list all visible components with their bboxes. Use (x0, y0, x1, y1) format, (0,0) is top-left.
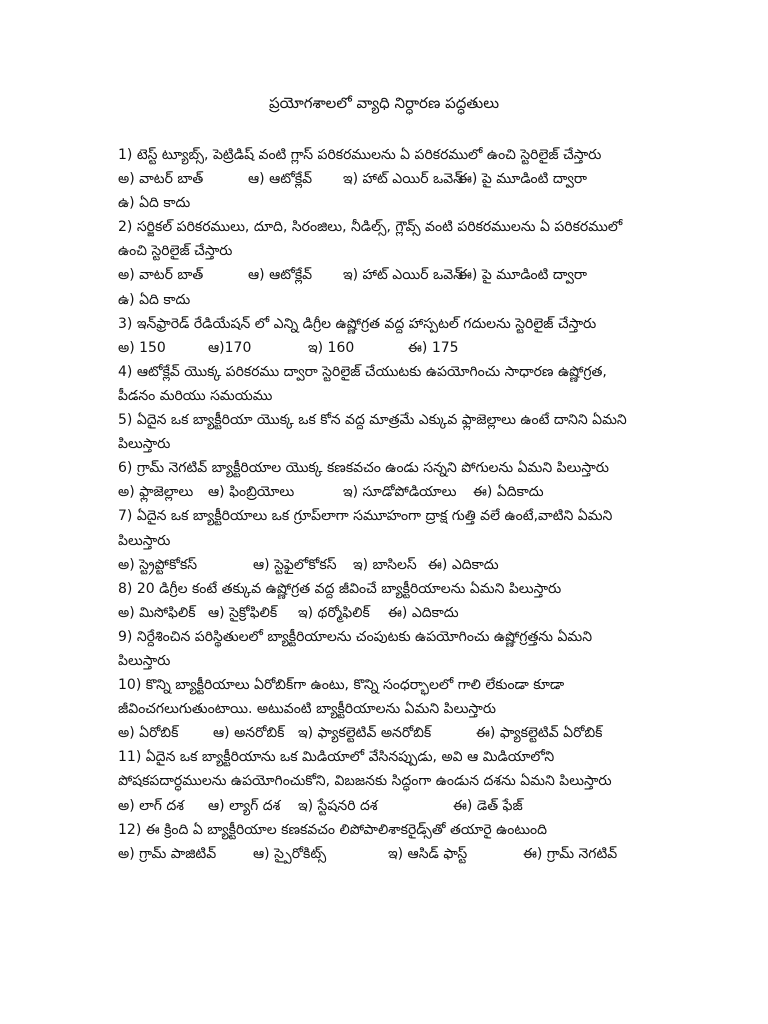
text-line: 7) ఏదైన ఒక బ్యాక్టీరియాలు ఒక గ్రూప్‌లాగా సమూహంగా ద్రాక్ష గుత్తి వలే ఉంటే,వాటిని ఏమని (118, 508, 613, 525)
answer-option: అ) స్ట్రెప్టోకోకస్ (118, 556, 198, 573)
answer-option: ఈ) ఫ్యాకల్టెటివ్ ఏరోబిక్ (476, 725, 603, 742)
text-line: 11) ఏదైన ఒక బ్యాక్టీరియాను ఒక మిడియాలో వేసినప్పుడు, అవి ఆ మిడియాలోని (118, 749, 555, 766)
answer-option: ఇ) థర్మోఫిలిక్ (298, 604, 370, 621)
options-row (118, 263, 648, 287)
answer-option: అ) ఫ్లాజెల్లాలు (118, 484, 194, 501)
answer-option: అ) మిసోఫిలిక్ (118, 604, 196, 621)
text-line: 10) కొన్ని బ్యాక్టీరియాలు ఏరోబిక్‌గా ఉంటు, కొన్ని సంధర్భాలలో గాలి లేకుండా కూడా (118, 677, 565, 694)
text-line: 6) గ్రామ్ నెగటివ్ బ్యాక్టీరియాల యొక్క కణకవచం ఉండు సన్నని పోగులను ఏమని పిలుస్తారు (118, 460, 609, 477)
answer-option: ఇ) హాట్ ఎయిర్ ఒవెన్ (343, 267, 464, 284)
text-line: 2) సర్జికల్ పరికరములు, దూది, సిరంజిలు, నీడిల్స్, గ్లౌవ్స్ వంటి పరికరములను ఏ పరికరములో (118, 219, 623, 236)
answer-option: ఇ) సూడోపోడియాలు (343, 484, 457, 501)
options-row (118, 794, 648, 818)
answer-option: ఈ) గ్రామ్ నెగటివ్ (523, 845, 618, 862)
answer-option: ఆ) అనరోబిక్ (213, 725, 285, 742)
text-line: పిలుస్తారు (118, 532, 171, 549)
text-line: ఉ) ఏది కాదు (118, 195, 191, 212)
answer-option: ఆ) స్టెఫైలోకోకస్ (253, 556, 337, 573)
answer-option: అ) గ్రామ్ పాజిటివ్ (118, 845, 217, 862)
text-line: పీడనం మరియు సమయము (118, 387, 273, 404)
answer-option: ఆ) ఆటోక్లేవ్ (248, 171, 313, 188)
answer-option: అ) ఏరోబిక్ (118, 725, 179, 742)
question-list (118, 143, 648, 866)
text-line: 9) నిర్దేశించిన పరిస్థితులలో బ్యాక్టీరియాలను చంపుటకు ఉపయోగించు ఉష్ణోగ్రత్తను ఏమని (118, 628, 593, 645)
options-row (118, 842, 648, 866)
text-line: పిలుస్తారు (118, 652, 171, 669)
text-line: 8) 20 డిగ్రీల కంటే తక్కువ ఉష్ణోగ్రత వద్ద జీవించే బ్యాక్టీరియాలను ఏమని పిలుస్తారు (118, 580, 562, 597)
options-row (118, 601, 648, 625)
answer-option: ఈ) ఎదికాదు (388, 604, 459, 621)
text-line: పిలుస్తారు (118, 436, 171, 453)
text-line: ఉ) ఏది కాదు (118, 291, 191, 308)
answer-option: ఈ) పై మూడింటి ద్వారా (458, 267, 587, 284)
answer-option: ఇ) 160 (308, 339, 355, 356)
options-row (118, 336, 648, 360)
answer-option: ఆ)170 (208, 339, 252, 356)
answer-option: ఈ) ఏదికాదు (473, 484, 544, 501)
answer-option: ఇ) బాసిలస్ (353, 556, 417, 573)
text-line: 12) ఈ క్రింది ఏ బ్యాక్టీరియాల కణకవచం లిపోపాలిశాకరైడ్స్‌తో తయారై ఉంటుంది (118, 821, 548, 838)
answer-option: ఆ) స్పైరోకిట్స్ (253, 845, 327, 862)
answer-option: ఈ) 175 (408, 339, 459, 356)
answer-option: ఆ) ల్యాగ్ దశ (208, 797, 281, 814)
answer-option: ఈ) పై మూడింటి ద్వారా (458, 171, 587, 188)
answer-option: ఆ) ఆటోక్లేవ్ (248, 267, 313, 284)
text-line: పోషకపదార్ధములను ఉపయోగించుకోని, విబజనకు సిద్ధంగా ఉండున దశను ఏమని పిలుస్తారు (118, 773, 612, 790)
answer-option: అ) వాటర్ బాత్ (118, 171, 204, 188)
answer-option: ఆ) సైక్రోఫిలిక్ (208, 604, 278, 621)
answer-option: అ) వాటర్ బాత్ (118, 267, 204, 284)
answer-option: అ) 150 (118, 339, 166, 356)
answer-option: ఇ) ఆసిడ్ ఫాస్ట్ (388, 845, 468, 862)
answer-option: అ) లాగ్ దశ (118, 797, 184, 814)
answer-option: ఇ) ఫ్యాకల్టెటివ్ అనరోబిక్ (298, 725, 432, 742)
text-line: ఉంచి స్టెరిలైజ్ చేస్తారు (118, 243, 233, 260)
text-line: 4) ఆటోక్లేవ్ యొక్క పరికరము ద్వారా స్టెరిలైజ్ చేయుటకు ఉపయోగించు సాధారణ ఉష్ణోగ్రత, (118, 363, 607, 380)
text-line: జీవించగలుగుతుంటాయి. అటువంటి బ్యాక్టీరియాలను ఏమని పిలుస్తారు (118, 701, 496, 718)
answer-option: ఈ) డెత్ ఫేజ్ (453, 797, 523, 814)
page-title: ప్రయోగశాలలో వ్యాధి నిర్ధారణ పద్ధతులు (268, 94, 500, 112)
options-row (118, 721, 648, 745)
answer-option: ఇ) హాట్ ఎయిర్ ఒవెన్ (343, 171, 464, 188)
answer-option: ఈ) ఎదికాదు (428, 556, 499, 573)
text-line: 5) ఏదైన ఒక బ్యాక్టీరియా యొక్క ఒక కోన వద్ద మాత్రమే ఎక్కువ ఫ్లాజెల్లాలు ఉంటే దానిని ఏమని (118, 412, 627, 429)
options-row (118, 553, 648, 577)
answer-option: ఇ) స్టేషనరి దశ (298, 797, 378, 814)
text-line: 3) ఇన్‌ఫ్రారెడ్ రేడియేషన్ లో ఎన్ని డిగ్రీల ఉష్ణోగ్రత వద్ద హాస్పటల్ గదులను స్టెరిలైజ్ చేస్తారు (118, 315, 597, 332)
text-line: 1) టెస్ట్ ట్యూబ్స్, పెట్రిడిష్ వంటి గ్లాస్ పరికరములను ఏ పరికరములో ఉంచి స్టెరిలైజ్ చేస్తారు (118, 147, 602, 163)
answer-option: ఆ) ఫింబ్రియోలు (208, 484, 295, 501)
options-row (118, 480, 648, 504)
options-row (118, 167, 648, 191)
